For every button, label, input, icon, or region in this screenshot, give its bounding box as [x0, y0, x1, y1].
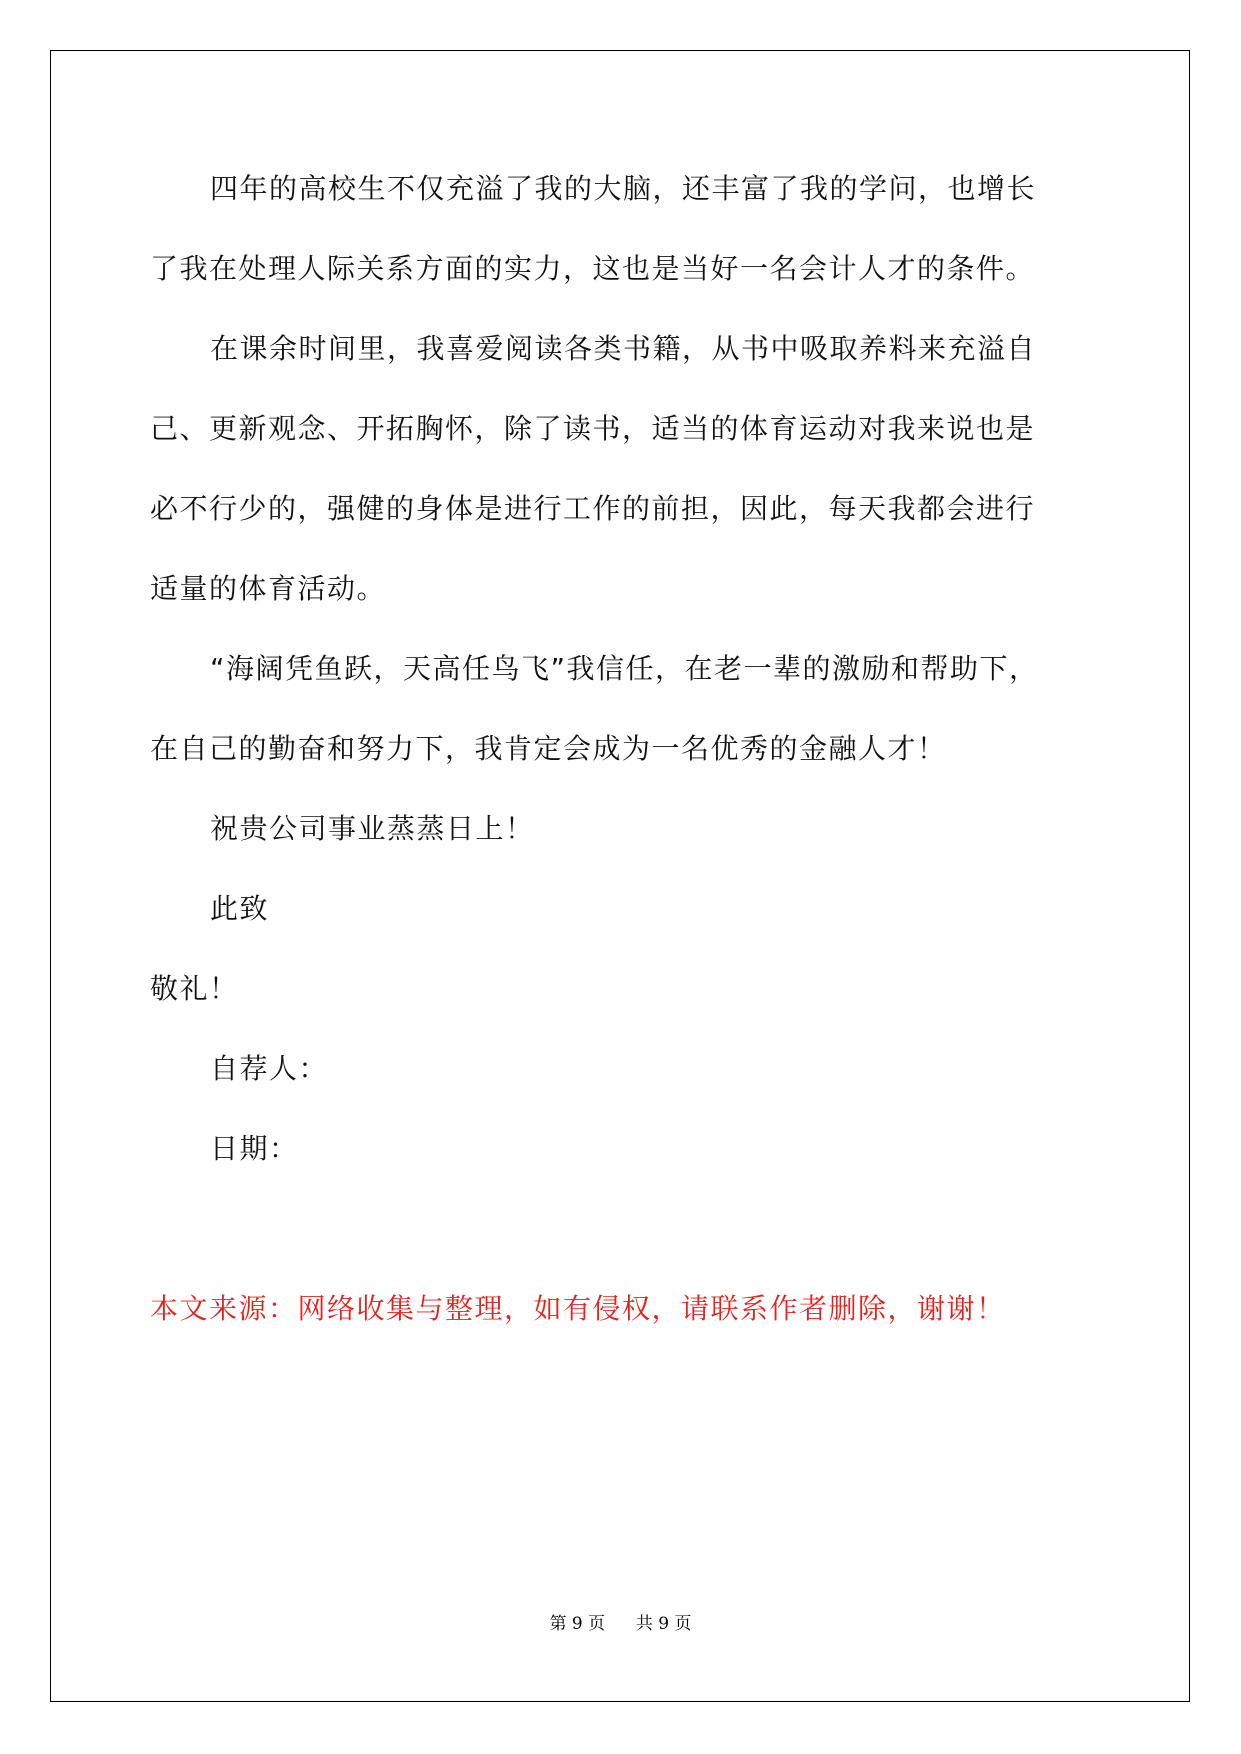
paragraph-line: 己、更新观念、开拓胸怀，除了读书，适当的体育运动对我来说也是 — [150, 412, 1036, 445]
page-border — [50, 50, 1190, 1702]
signature-field: 自荐人： — [210, 1052, 329, 1085]
page-footer — [0, 1613, 1241, 1635]
paragraph-line: “海阔凭鱼跃，天高任鸟飞”我信任，在老一辈的激励和帮助下， — [210, 652, 1039, 685]
paragraph-line: 四年的高校生不仅充溢了我的大脑，还丰富了我的学问，也增长 — [210, 172, 1037, 205]
paragraph-line: 适量的体育活动。 — [150, 572, 387, 605]
paragraph-line: 在课余时间里，我喜爱阅读各类书籍，从书中吸取养料来充溢自 — [210, 332, 1037, 365]
salutation-jingli: 敬礼！ — [150, 972, 239, 1005]
page-total: 共 9 页 — [635, 1614, 692, 1634]
source-note: 本文来源：网络收集与整理，如有侵权，请联系作者删除，谢谢！ — [150, 1292, 1006, 1325]
paragraph-line: 了我在处理人际关系方面的实力，这也是当好一名会计人才的条件。 — [150, 252, 1036, 285]
paragraph-line: 必不行少的，强健的身体是进行工作的前担，因此，每天我都会进行 — [150, 492, 1036, 525]
page-current: 第 9 页 — [549, 1614, 606, 1634]
salutation-cizhi: 此致 — [210, 892, 270, 925]
paragraph-line: 在自己的勤奋和努力下，我肯定会成为一名优秀的金融人才！ — [150, 732, 947, 765]
date-field: 日期： — [210, 1132, 299, 1165]
closing-wish: 祝贵公司事业蒸蒸日上！ — [210, 812, 535, 845]
